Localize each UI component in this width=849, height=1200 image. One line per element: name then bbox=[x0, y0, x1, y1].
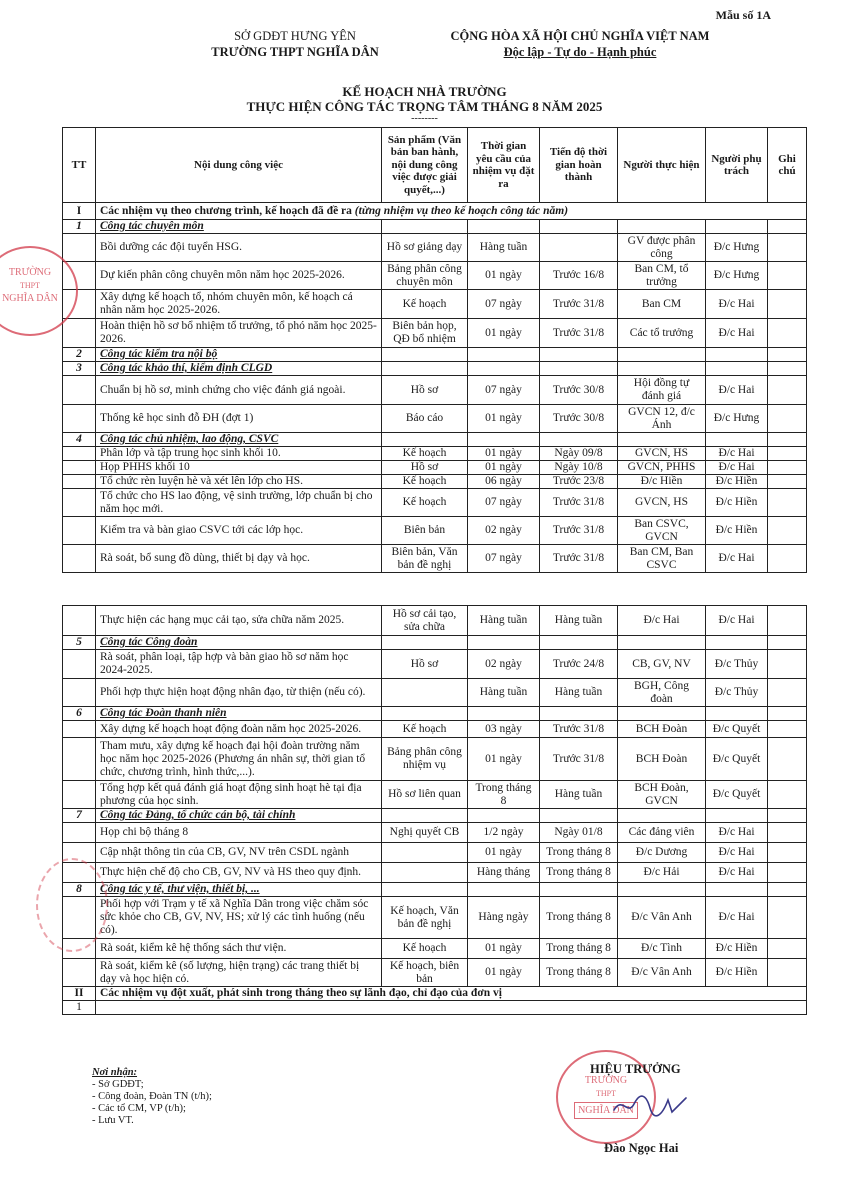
signer-name: Đào Ngọc Hai bbox=[604, 1141, 679, 1155]
col-note: Ghi chú bbox=[768, 128, 807, 203]
recipient-item: - Các tổ CM, VP (t/h); bbox=[92, 1103, 186, 1114]
table-row: Tổng hợp kết quả đánh giá hoạt động sinh hoạt hè tại địa phương của học sinh. Hồ sơ liên quan Trong tháng 8 Hàng tuần BCH Đoàn, GVCN Đ/c Quyết bbox=[63, 781, 807, 809]
section-row: I Các nhiệm vụ theo chương trình, kế hoạch đã đề ra (từng nhiệm vụ theo kế hoạch công tác năm) bbox=[63, 203, 807, 220]
table-row: Xây dựng kế hoạch tổ, nhóm chuyên môn, kế hoạch cá nhân năm học 2025-2026. Kế hoạch 07 ngày Trước 31/8 Ban CM Đ/c Hai bbox=[63, 290, 807, 319]
table-row: 1 bbox=[63, 1001, 807, 1015]
section-title: Các nhiệm vụ theo chương trình, kế hoạch đã đề ra bbox=[100, 204, 352, 217]
col-charge: Người phụ trách bbox=[706, 128, 768, 203]
plan-table-page-1 bbox=[62, 127, 807, 573]
table-row: Tham mưu, xây dựng kế hoạch đại hội đoàn trường năm học năm học 2025-2026 (Phương án nhân sự, thời gian tổ chức, chương trình, hình thức,...). Bảng phân công nhiệm vụ 01 ngày Trước 31/8 BCH Đoàn Đ/c Quyết bbox=[63, 738, 807, 781]
principal-stamp-seal: TRƯỜNG THPT NGHĨA DÂN bbox=[556, 1050, 656, 1144]
table-row: Tổ chức rèn luyện hè và xét lên lớp cho HS. Kế hoạch 06 ngày Trước 23/8 Đ/c Hiền Đ/c Hiền bbox=[63, 475, 807, 489]
subsection-row: 2 Công tác kiểm tra nội bộ bbox=[63, 348, 807, 362]
table-row: Xây dựng kế hoạch hoạt động đoàn năm học 2025-2026. Kế hoạch 03 ngày Trước 31/8 BCH Đoàn Đ/c Quyết bbox=[63, 721, 807, 738]
table-row: Kiểm tra và bàn giao CSVC tới các lớp học. Biên bản 02 ngày Trước 31/8 Ban CSVC, GVCN Đ/c Hiền bbox=[63, 517, 807, 545]
col-progress: Tiến độ thời gian hoàn thành bbox=[540, 128, 618, 203]
partial-stamp-seal bbox=[36, 858, 108, 952]
table-header-row bbox=[63, 128, 807, 203]
table-row: Rà soát, kiểm kê hệ thống sách thư viện. Kế hoạch 01 ngày Trong tháng 8 Đ/c Tình Đ/c Hiền bbox=[63, 939, 807, 959]
dept-name: SỞ GDĐT HƯNG YÊN bbox=[234, 29, 356, 43]
table-row: Tổ chức cho HS lao động, vệ sinh trường, lớp chuẩn bị cho năm học mới. Kế hoạch 07 ngày Trước 31/8 GVCN, HS Đ/c Hiền bbox=[63, 489, 807, 517]
subsection-title: Công tác Đảng, tổ chức cán bộ, tài chính bbox=[96, 809, 382, 823]
subsection-row: 5 Công tác Công đoàn bbox=[63, 636, 807, 650]
subsection-title: Công tác Đoàn thanh niên bbox=[96, 707, 382, 721]
table-row: Rà soát, bổ sung đồ dùng, thiết bị dạy và học. Biên bản, Văn bản đề nghị 07 ngày Trước 31/8 Ban CM, Ban CSVC Đ/c Hai bbox=[63, 545, 807, 573]
document-title bbox=[0, 84, 849, 114]
table-row: Thực hiện các hạng mục cải tạo, sửa chữa năm 2025. Hồ sơ cải tạo, sửa chữa Hàng tuần Hàng tuần Đ/c Hai Đ/c Hai bbox=[63, 606, 807, 636]
subsection-row: 3 Công tác khảo thí, kiểm định CLGD bbox=[63, 362, 807, 376]
section-title: Các nhiệm vụ đột xuất, phát sinh trong tháng theo sự lãnh đạo, chỉ đạo của đơn vị bbox=[96, 987, 807, 1001]
title-separator: -------- bbox=[411, 113, 438, 124]
table-row: Cập nhật thông tin của CB, GV, NV trên CSDL ngành 01 ngày Trong tháng 8 Đ/c Dương Đ/c Hai bbox=[63, 843, 807, 863]
col-product: Sản phẩm (Văn bản ban hành, nội dung công việc được giải quyết,...) bbox=[382, 128, 468, 203]
subsection-row: 4 Công tác chủ nhiệm, lao động, CSVC bbox=[63, 433, 807, 447]
table-row: Họp PHHS khối 10 Hồ sơ 01 ngày Ngày 10/8 GVCN, PHHS Đ/c Hai bbox=[63, 461, 807, 475]
national-heading bbox=[430, 28, 730, 60]
subsection-title: Công tác khảo thí, kiểm định CLGD bbox=[96, 362, 382, 376]
recipient-item: - Sở GDĐT; bbox=[92, 1079, 144, 1090]
table-row: Phối hợp với Trạm y tế xã Nghĩa Dân trong việc chăm sóc sức khỏe cho CB, GV, NV, HS; xử lý các tình huống (nếu có). Kế hoạch, Văn bản đề nghị Hàng ngày Trong tháng 8 Đ/c Vân Anh Đ/c Hai bbox=[63, 897, 807, 939]
school-name: TRƯỜNG THPT NGHĨA DÂN bbox=[211, 45, 379, 59]
title-line-2: THỰC HIỆN CÔNG TÁC TRỌNG TÂM THÁNG 8 NĂM 2025 bbox=[246, 99, 603, 114]
section-note: (từng nhiệm vụ theo kế hoạch công tác năm) bbox=[354, 204, 569, 217]
motto: Độc lập - Tự do - Hạnh phúc bbox=[503, 45, 657, 59]
table-row: Hoàn thiện hồ sơ bổ nhiệm tổ trưởng, tổ phó năm học 2025-2026. Biên bản họp, QĐ bổ nhiệm 01 ngày Trước 31/8 Các tổ trưởng Đ/c Hai bbox=[63, 319, 807, 348]
title-line-1: KẾ HOẠCH NHÀ TRƯỜNG bbox=[342, 84, 507, 99]
subsection-row: 6 Công tác Đoàn thanh niên bbox=[63, 707, 807, 721]
table-row: Rà soát, kiểm kê (số lượng, hiện trạng) các trang thiết bị dạy và học hiện có. Kế hoạch, biên bản 01 ngày Trong tháng 8 Đ/c Vân Anh Đ/c Hiền bbox=[63, 959, 807, 987]
subsection-title: Công tác Công đoàn bbox=[96, 636, 382, 650]
col-time: Thời gian yêu cầu của nhiệm vụ đặt ra bbox=[468, 128, 540, 203]
handwritten-signature bbox=[610, 1090, 690, 1120]
subsection-row: 7 Công tác Đảng, tổ chức cán bộ, tài chính bbox=[63, 809, 807, 823]
form-number: Mẫu số 1A bbox=[715, 8, 771, 22]
recipients-heading: Nơi nhận: bbox=[92, 1067, 138, 1078]
table-row: Dự kiến phân công chuyên môn năm học 2025-2026. Bảng phân công chuyên môn 01 ngày Trước 16/8 Ban CM, tổ trưởng Đ/c Hưng bbox=[63, 262, 807, 290]
country-name: CỘNG HÒA XÃ HỘI CHỦ NGHĨA VIỆT NAM bbox=[450, 29, 710, 43]
table-row: Rà soát, phân loại, tập hợp và bàn giao hồ sơ năm học 2024-2025. Hồ sơ 02 ngày Trước 24/8 CB, GV, NV Đ/c Thủy bbox=[63, 650, 807, 679]
recipient-item: - Lưu VT. bbox=[92, 1115, 134, 1126]
subsection-title: Công tác chủ nhiệm, lao động, CSVC bbox=[96, 433, 382, 447]
table-row: Họp chi bộ tháng 8 Nghị quyết CB 1/2 ngày Ngày 01/8 Các đảng viên Đ/c Hai bbox=[63, 823, 807, 843]
col-tt: TT bbox=[63, 128, 96, 203]
table-row: Phối hợp thực hiện hoạt động nhân đạo, từ thiện (nếu có). Hàng tuần Hàng tuần BGH, Công đoàn Đ/c Thủy bbox=[63, 679, 807, 707]
subsection-title: Công tác y tế, thư viện, thiết bị, ... bbox=[96, 883, 382, 897]
table-row: Phân lớp và tập trung học sinh khối 10. Kế hoạch 01 ngày Ngày 09/8 GVCN, HS Đ/c Hai bbox=[63, 447, 807, 461]
recipient-item: - Công đoàn, Đoàn TN (t/h); bbox=[92, 1091, 212, 1102]
col-content: Nội dung công việc bbox=[96, 128, 382, 203]
issuer-block bbox=[170, 28, 420, 60]
subsection-title: Công tác chuyên môn bbox=[96, 220, 382, 234]
subsection-row: 1 Công tác chuyên môn bbox=[63, 220, 807, 234]
subsection-title: Công tác kiểm tra nội bộ bbox=[96, 348, 382, 362]
table-row: Bồi dưỡng các đội tuyển HSG. Hồ sơ giảng dạy Hàng tuần GV được phân công Đ/c Hưng bbox=[63, 234, 807, 262]
signer-title: HIỆU TRƯỞNG bbox=[590, 1062, 681, 1076]
plan-table-page-2 bbox=[62, 605, 807, 1015]
section-row: II Các nhiệm vụ đột xuất, phát sinh trong tháng theo sự lãnh đạo, chỉ đạo của đơn vị bbox=[63, 987, 807, 1001]
table-row: Chuẩn bị hồ sơ, minh chứng cho việc đánh giá ngoài. Hồ sơ 07 ngày Trước 30/8 Hội đồng tự đánh giá Đ/c Hai bbox=[63, 376, 807, 405]
table-row: Thực hiện chế độ cho CB, GV, NV và HS theo quy định. Hàng tháng Trong tháng 8 Đ/c Hải Đ/c Hai bbox=[63, 863, 807, 883]
recipients-block bbox=[92, 1067, 212, 1127]
school-stamp-seal: TRƯỜNG THPT NGHĨA DÂN bbox=[0, 246, 78, 336]
subsection-row: 8 Công tác y tế, thư viện, thiết bị, ... bbox=[63, 883, 807, 897]
col-executor: Người thực hiện bbox=[618, 128, 706, 203]
table-row: Thống kê học sinh đỗ ĐH (đợt 1) Báo cáo 01 ngày Trước 30/8 GVCN 12, đ/c Ánh Đ/c Hưng bbox=[63, 405, 807, 433]
